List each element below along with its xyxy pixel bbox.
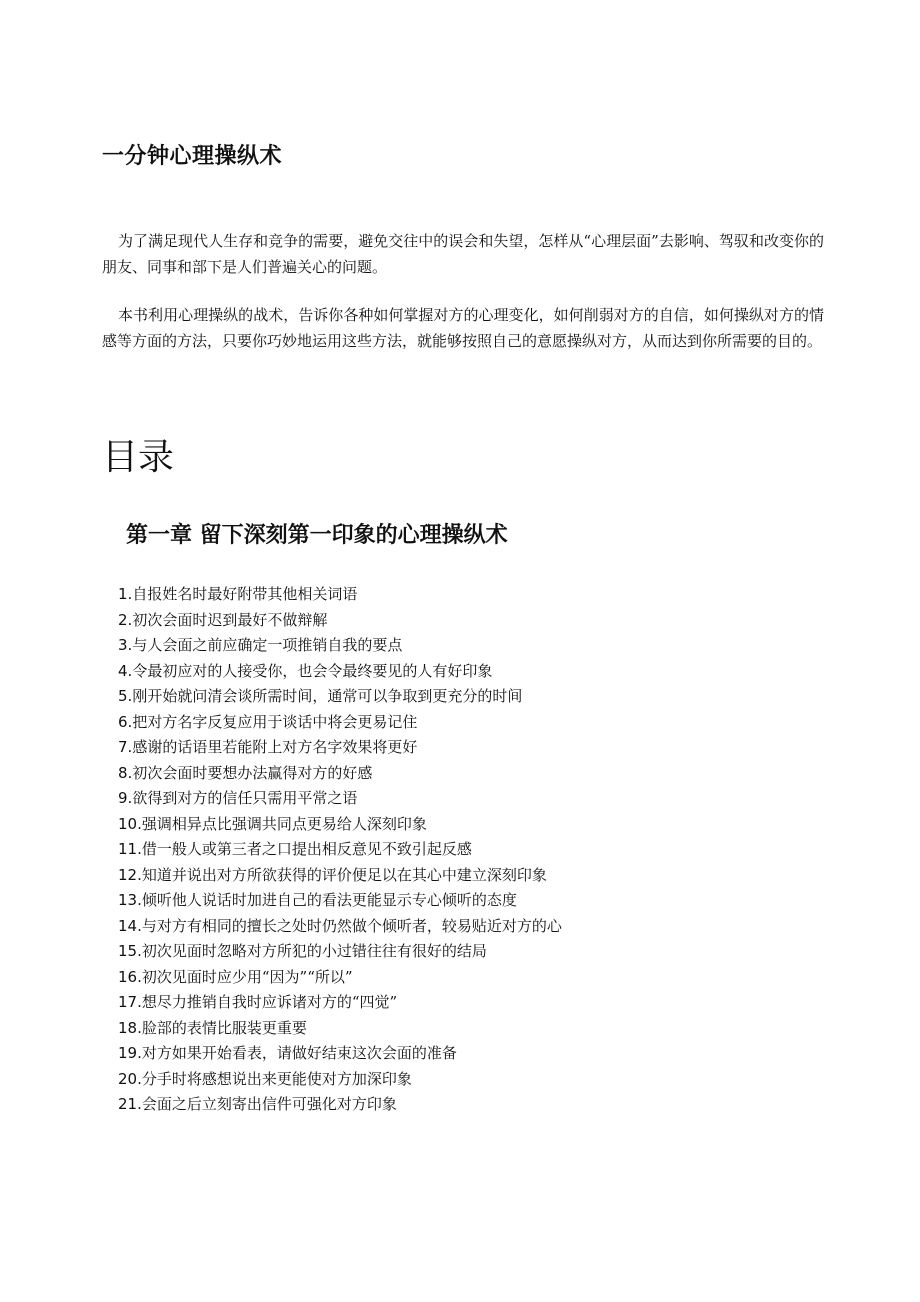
toc-item[interactable] [118,914,818,940]
toc-item[interactable] [118,582,818,608]
toc-item-number: 2. [118,610,133,629]
toc-item-text: 强调相异点比强调共同点更易给人深刻印象 [141,814,427,833]
toc-item-number: 8. [118,763,133,782]
toc-item[interactable] [118,965,818,991]
toc-item-text: 借一般人或第三者之口提出相反意见不致引起反感 [141,840,472,858]
toc-item-number: 18. [118,1018,142,1037]
toc-item-number: 5. [118,687,133,705]
toc-item-number: 4. [118,661,133,680]
toc-item-text: 想尽力推销自我时应诉诸对方的“四觉” [141,993,398,1011]
toc-item[interactable] [118,761,818,787]
toc-item-text: 初次会面时迟到最好不做辩解 [132,610,328,629]
toc-item[interactable] [118,633,818,659]
toc-item-number: 7. [118,738,133,756]
toc-item-number: 11. [118,840,142,858]
toc-item[interactable] [118,786,818,812]
toc-item-text: 与对方有相同的擅长之处时仍然做个倾听者，较易贴近对方的心 [141,916,562,935]
toc-item-number: 3. [118,636,133,654]
toc-item-text: 欲得到对方的信任只需用平常之语 [132,789,358,807]
toc-heading: 目录 [102,437,175,478]
toc-item[interactable] [118,1041,818,1067]
toc-item-number: 20. [118,1069,142,1088]
toc-item-text: 对方如果开始看表，请做好结束这次会面的准备 [141,1044,457,1062]
toc-item-text: 自报姓名时最好附带其他相关词语 [132,585,358,603]
toc-item-text: 与人会面之前应确定一项推销自我的要点 [132,636,403,654]
toc-item[interactable] [118,710,818,736]
toc-item[interactable] [118,1067,818,1093]
intro-paragraph-2: 本书利用心理操纵的战术，告诉你各种如何掌握对方的心理变化，如何削弱对方的自信，如何操纵对方的情感等方面的方法，只要你巧妙地运用这些方法，就能够按照自己的意愿操纵对方，从而达到你所需要的目的。 [102,306,824,350]
toc-item[interactable] [118,812,818,838]
toc-item-number: 14. [118,916,142,935]
toc-item-number: 12. [118,865,142,884]
toc-item-text: 初次会面时要想办法赢得对方的好感 [132,763,373,782]
toc-item[interactable] [118,684,818,710]
toc-item-number: 19. [118,1044,142,1062]
toc-item-number: 21. [118,1095,142,1113]
toc-item-text: 初次见面时忽略对方所犯的小过错往往有很好的结局 [141,942,487,960]
toc-item-text: 分手时将感想说出来更能使对方加深印象 [141,1069,412,1088]
toc-item-text: 初次见面时应少用“因为”“所以” [141,967,353,986]
toc-item-number: 9. [118,789,133,807]
toc-item[interactable] [118,837,818,863]
toc-item-number: 10. [118,814,142,833]
toc-item-number: 16. [118,967,142,986]
toc-item[interactable] [118,735,818,761]
toc-item-number: 6. [118,712,133,731]
intro-paragraph-1: 为了满足现代人生存和竞争的需要，避免交往中的误会和失望，怎样从“心理层面”去影响、驾驭和改变你的朋友、同事和部下是人们普遍关心的问题。 [102,232,824,276]
toc-item-text: 令最初应对的人接受你，也会令最终要见的人有好印象 [132,661,493,680]
toc-item-text: 知道并说出对方所欲获得的评价便足以在其心中建立深刻印象 [141,865,547,884]
toc-item-text: 脸部的表情比服装更重要 [141,1018,307,1037]
chapter-title: 第一章 留下深刻第一印象的心理操纵术 [126,523,508,548]
toc-item-number: 1. [118,585,133,603]
book-title: 一分钟心理操纵术 [102,144,283,169]
toc-item-text: 会面之后立刻寄出信件可强化对方印象 [141,1095,397,1113]
toc-item-text: 刚开始就问清会谈所需时间，通常可以争取到更充分的时间 [132,687,523,705]
toc-item[interactable] [118,939,818,965]
toc-item[interactable] [118,608,818,634]
toc-item[interactable] [118,1092,818,1118]
toc-item-number: 13. [118,891,142,909]
toc-item-number: 17. [118,993,142,1011]
toc-item[interactable] [118,659,818,685]
toc-item-text: 倾听他人说话时加进自己的看法更能显示专心倾听的态度 [141,891,517,909]
toc-item[interactable] [118,990,818,1016]
toc-item[interactable] [118,863,818,889]
toc-item-text: 感谢的话语里若能附上对方名字效果将更好 [132,738,418,756]
toc-item-text: 把对方名字反复应用于谈话中将会更易记住 [132,712,418,731]
toc-item-number: 15. [118,942,142,960]
toc-list [118,582,818,1118]
toc-item[interactable] [118,1016,818,1042]
toc-item[interactable] [118,888,818,914]
